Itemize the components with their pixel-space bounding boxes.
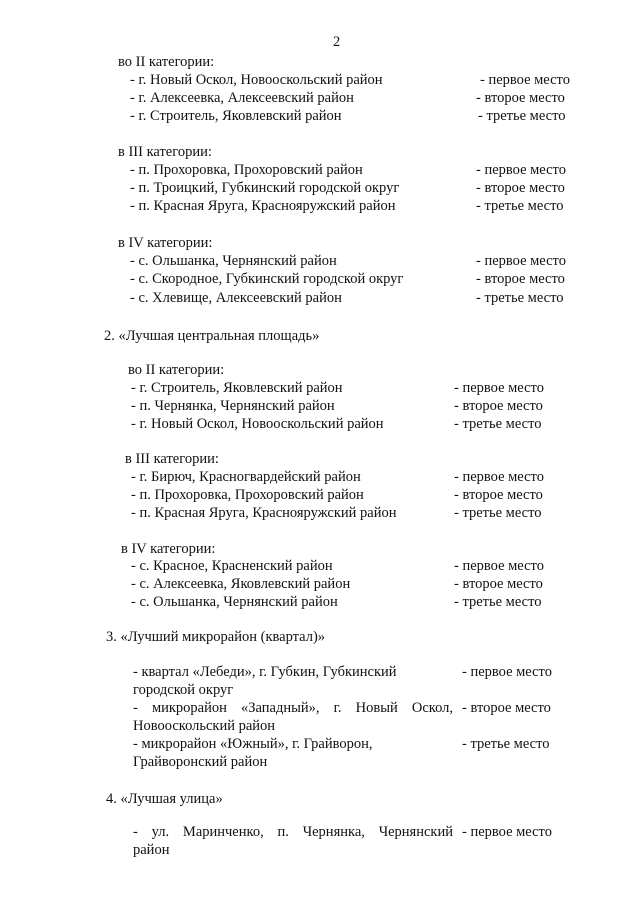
page-number: 2 [333, 34, 341, 50]
winner-place: - квартал «Лебеди», г. Губкин, Губкинский [133, 664, 397, 680]
section-title: 4. «Лучшая улица» [106, 791, 223, 807]
winner-rank: - третье место [454, 505, 542, 521]
winner-place: - микрорайон «Западный», г. Новый Оскол, [133, 700, 453, 716]
winner-rank: - первое место [462, 824, 552, 840]
winner-rank: - третье место [476, 290, 564, 306]
category-heading: во II категории: [118, 54, 215, 70]
winner-place: - г. Строитель, Яковлевский район [130, 108, 342, 124]
winner-place: - г. Строитель, Яковлевский район [131, 380, 343, 396]
winner-rank: - третье место [478, 108, 566, 124]
winner-place: - с. Ольшанка, Чернянский район [130, 253, 337, 269]
winner-place: - п. Чернянка, Чернянский район [131, 398, 335, 414]
winner-place: - с. Скородное, Губкинский городской округ [130, 271, 404, 287]
winner-rank: - второе место [454, 576, 543, 592]
winner-rank: - первое место [476, 253, 566, 269]
winner-place: - ул. Маринченко, п. Чернянка, Чернянский [133, 824, 453, 840]
winner-place: - г. Алексеевка, Алексеевский район [130, 90, 354, 106]
winner-rank: - третье место [476, 198, 564, 214]
category-heading: в IV категории: [118, 235, 213, 251]
section-title: 2. «Лучшая центральная площадь» [104, 328, 320, 344]
winner-rank: - третье место [454, 594, 542, 610]
winner-place-continued: городской округ [133, 682, 234, 698]
winner-place-continued: район [133, 842, 170, 858]
winner-rank: - первое место [454, 380, 544, 396]
winner-place: - п. Прохоровка, Прохоровский район [131, 487, 364, 503]
winner-rank: - третье место [462, 736, 550, 752]
winner-rank: - второе место [476, 180, 565, 196]
winner-place: - с. Красное, Красненский район [131, 558, 333, 574]
winner-rank: - первое место [454, 558, 544, 574]
winner-rank: - первое место [480, 72, 570, 88]
winner-place: - п. Троицкий, Губкинский городской округ [130, 180, 400, 196]
winner-place: - г. Новый Оскол, Новооскольский район [131, 416, 384, 432]
winner-place: - с. Ольшанка, Чернянский район [131, 594, 338, 610]
winner-rank: - первое место [454, 469, 544, 485]
winner-place: - микрорайон «Южный», г. Грайворон, [133, 736, 373, 752]
winner-place-continued: Грайворонский район [133, 754, 268, 770]
category-heading: в IV категории: [121, 541, 216, 557]
category-heading: в III категории: [118, 144, 212, 160]
section-title: 3. «Лучший микрорайон (квартал)» [106, 629, 326, 645]
winner-rank: - второе место [454, 398, 543, 414]
winner-place: - г. Новый Оскол, Новооскольский район [130, 72, 383, 88]
winner-place-continued: Новооскольский район [133, 718, 276, 734]
category-heading: в III категории: [125, 451, 219, 467]
winner-place: - п. Красная Яруга, Краснояружский район [131, 505, 397, 521]
winner-place: - с. Алексеевка, Яковлевский район [131, 576, 351, 592]
winner-rank: - первое место [476, 162, 566, 178]
winner-rank: - третье место [454, 416, 542, 432]
category-heading: во II категории: [128, 362, 225, 378]
winner-rank: - второе место [454, 487, 543, 503]
winner-place: - п. Прохоровка, Прохоровский район [130, 162, 363, 178]
winner-rank: - первое место [462, 664, 552, 680]
winner-rank: - второе место [462, 700, 551, 716]
winner-place: - с. Хлевище, Алексеевский район [130, 290, 342, 306]
winner-place: - г. Бирюч, Красногвардейский район [131, 469, 361, 485]
winner-rank: - второе место [476, 90, 565, 106]
winner-place: - п. Красная Яруга, Краснояружский район [130, 198, 396, 214]
winner-rank: - второе место [476, 271, 565, 287]
